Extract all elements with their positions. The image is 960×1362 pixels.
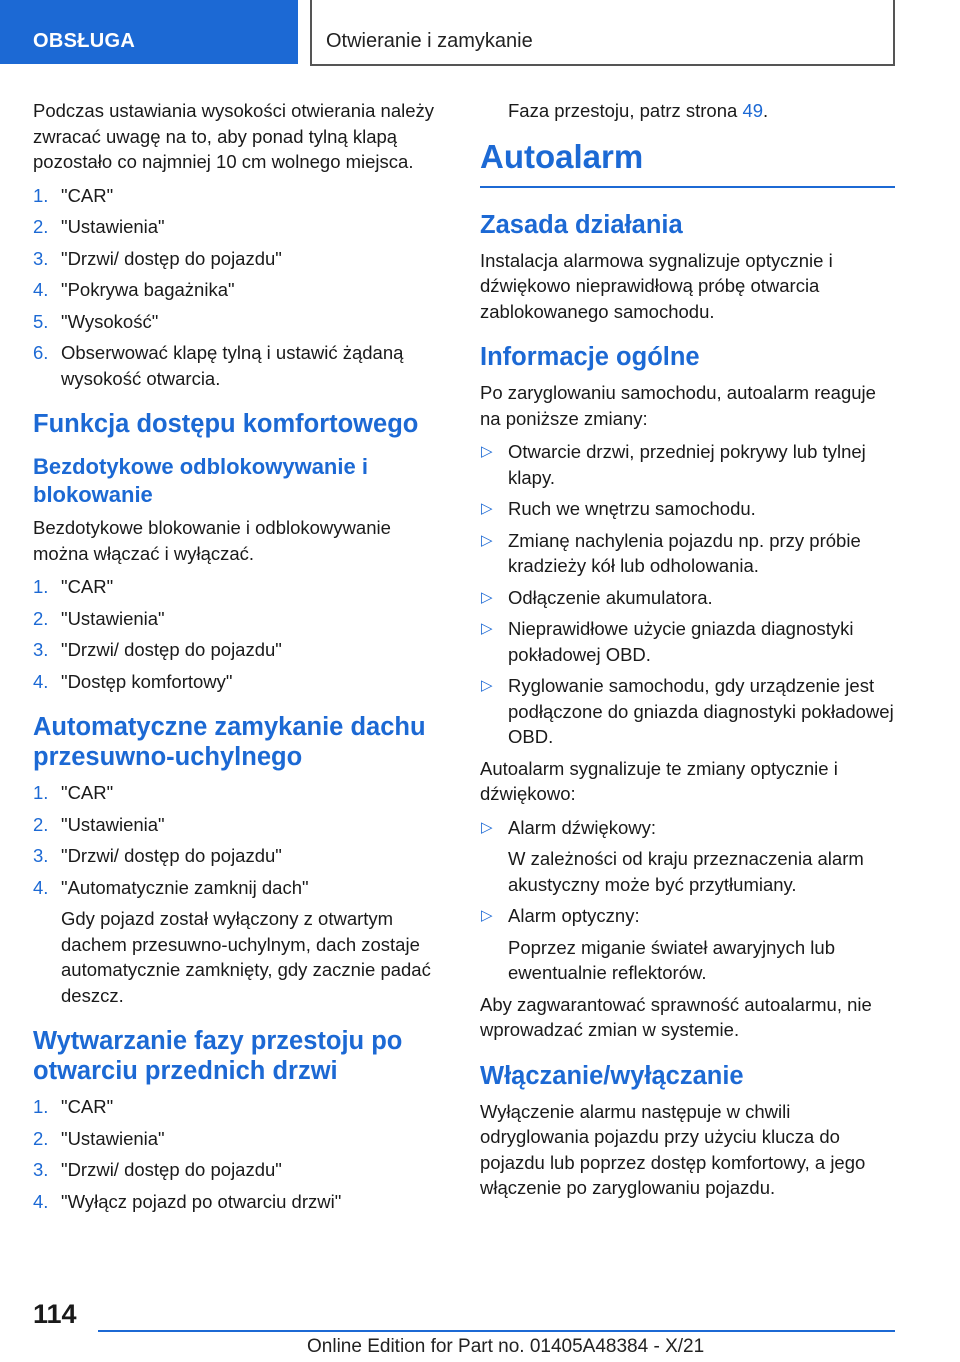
signal-paragraph: Autoalarm sygnalizuje te zmiany optycznie i dźwiękowo: [480,757,838,804]
on-off-paragraph: Wyłączenie alarmu następuje w chwili odryglowania pojazdu przy użyciu klucza do pojazdu lub poprzez dostęp komfortowy, a jego włączenie po zaryglowaniu pojazdu. [480,1100,866,1198]
item-text: "Ustawienia" [61,1127,165,1149]
step-item [33,812,448,838]
triangle-bullet-icon: ▷ [481,907,493,924]
item-text: Zmianę nachylenia pojazdu np. przy próbie kradzieży kół lub odholowania. [508,529,861,576]
general-paragraph: Po zaryglowaniu samochodu, autoalarm reaguje na poniższe zmiany: [480,382,876,429]
step-number: 1. [33,576,49,597]
list-item [480,439,895,490]
footer-divider [98,1330,895,1332]
item-text: "Drzwi/ dostęp do pojazdu" [61,639,282,660]
step-item [33,1126,448,1152]
item-text: Ruch we wnętrzu samochodu. [508,498,756,519]
item-text: Ryglowanie samochodu, gdy urządzenie jest podłączone do gniazda diagnostyki pokładowej OBD. [508,675,894,747]
step-item [33,637,448,663]
step-number: 5. [33,310,49,332]
triangle-bullet-icon: ▷ [481,588,493,606]
item-subtext: Gdy pojazd został wyłączony z otwartym dachem przesuwno-uchylnym, dach zostaje automatycznie zamknięty, gdy zacznie padać deszcz. [61,908,431,1006]
bullets-triggers [480,439,895,750]
triangle-bullet-icon: ▷ [481,443,493,460]
heading-keyless: Bezdotykowe odblokowywanie i blokowanie [33,454,368,507]
item-text: "Drzwi/ dostęp do pojazdu" [61,845,282,866]
step-item [33,1189,448,1215]
step-item [33,183,448,209]
step-number: 1. [33,184,49,206]
list-item [480,528,895,579]
right-column [480,98,895,1209]
step-item [33,606,448,632]
step-number: 2. [33,1127,49,1149]
item-text: "CAR" [61,184,114,206]
item-text: "Dostęp komfortowy" [61,670,233,692]
triangle-bullet-icon: ▷ [481,677,493,694]
step-item [33,669,448,695]
steps-list-idle [33,1094,448,1214]
list-item [480,585,895,611]
step-number: 1. [33,1096,49,1117]
bullets-alarms [480,815,895,986]
item-text: "Wyłącz pojazd po otwarciu drzwi" [61,1190,342,1212]
intro-paragraph: Podczas ustawiania wysokości otwierania należy zwracać uwagę na to, aby ponad tylną klapą pozostało co najmniej 10 cm wolnego miejsca. [33,100,435,172]
step-number: 4. [33,1190,49,1212]
step-number: 2. [33,813,49,835]
item-text: "Ustawienia" [61,607,165,629]
page-link[interactable]: 49 [742,100,764,121]
step-item [33,309,448,335]
item-subtext: Poprzez miganie świateł awaryjnych lub ewentualnie reflektorów. [508,936,835,983]
steps-list-height [33,183,448,392]
idle-reference: Faza przestoju, patrz strona 49. [508,100,769,121]
heading-general: Informacje ogólne [480,343,700,371]
step-number: 3. [33,247,49,269]
list-item [480,815,895,898]
list-item [480,673,895,750]
item-text: "CAR" [61,1096,114,1117]
step-number: 3. [33,845,49,866]
step-number: 4. [33,876,49,898]
keyless-paragraph: Bezdotykowe blokowanie i odblokowywanie można włączać i wyłączać. [33,517,391,564]
principle-paragraph: Instalacja alarmowa sygnalizuje optycznie i dźwiękowo nieprawidłową próbę otwarcia zablokowanego samochodu. [480,249,833,322]
step-item [33,843,448,869]
heading-on-off: Włączanie/wyłączanie [480,1061,744,1090]
item-text: Obserwować klapę tylną i ustawić żądaną wysokość otwarcia. [61,342,404,389]
step-item [33,1157,448,1183]
step-number: 4. [33,670,49,692]
step-number: 4. [33,279,49,300]
step-number: 3. [33,639,49,660]
heading-comfort-access: Funkcja dostępu komfortowego [33,410,419,438]
page-number: 114 [33,1299,77,1329]
step-item [33,340,448,391]
item-subtext: W zależności od kraju przeznaczenia alarm akustyczny może być przytłumiany. [508,848,864,895]
list-item [480,903,895,986]
list-item [480,496,895,522]
item-text: Odłączenie akumulatora. [508,586,713,608]
triangle-bullet-icon: ▷ [481,818,493,836]
page-header [0,0,960,66]
list-item [480,616,895,667]
triangle-bullet-icon: ▷ [481,531,493,549]
step-number: 2. [33,607,49,629]
item-text: "CAR" [61,782,114,803]
step-item [33,214,448,240]
step-item [33,277,448,303]
steps-list-keyless [33,574,448,694]
item-text: "Drzwi/ dostęp do pojazdu" [61,247,282,269]
step-number: 1. [33,782,49,803]
item-text: "Drzwi/ dostęp do pojazdu" [61,1159,282,1180]
step-number: 6. [33,342,49,363]
heading-roof: Automatyczne zamykanie dachu przesuwno-uchylnego [33,713,426,771]
edition-note: Online Edition for Part no. 01405A48384 - X/21 [307,1336,705,1357]
item-text: "Wysokość" [61,310,159,332]
section-tab[interactable]: OBSŁUGA [0,0,298,64]
item-text: Alarm dźwiękowy: [508,816,657,838]
steps-list-roof [33,780,448,1008]
chapter-title: Otwieranie i zamykanie [310,0,895,66]
warranty-paragraph: Aby zagwarantować sprawność autoalarmu, nie wprowadzać zmian w systemie. [480,993,872,1040]
step-item [33,1094,448,1120]
item-text: Nieprawidłowe użycie gniazda diagnostyki pokładowej OBD. [508,618,854,665]
step-item [33,780,448,806]
item-text: Alarm optyczny: [508,905,640,926]
item-text: "Ustawienia" [61,813,165,835]
step-item [33,246,448,272]
step-item [33,875,448,1009]
item-text: "CAR" [61,576,114,597]
item-text: Otwarcie drzwi, przedniej pokrywy lub tylnej klapy. [508,441,866,488]
step-number: 3. [33,1159,49,1180]
item-text: "Automatycznie zamknij dach" [61,876,309,898]
heading-autoalarm: Autoalarm [480,138,895,188]
step-item [33,574,448,600]
triangle-bullet-icon: ▷ [481,620,493,637]
step-number: 2. [33,216,49,237]
heading-idle: Wytwarzanie fazy przestoju po otwarciu przednich drzwi [33,1027,403,1085]
item-text: "Pokrywa bagażnika" [61,279,235,300]
triangle-bullet-icon: ▷ [481,500,493,517]
item-text: "Ustawienia" [61,216,165,237]
left-column [33,98,448,1224]
heading-principle: Zasada działania [480,210,683,239]
